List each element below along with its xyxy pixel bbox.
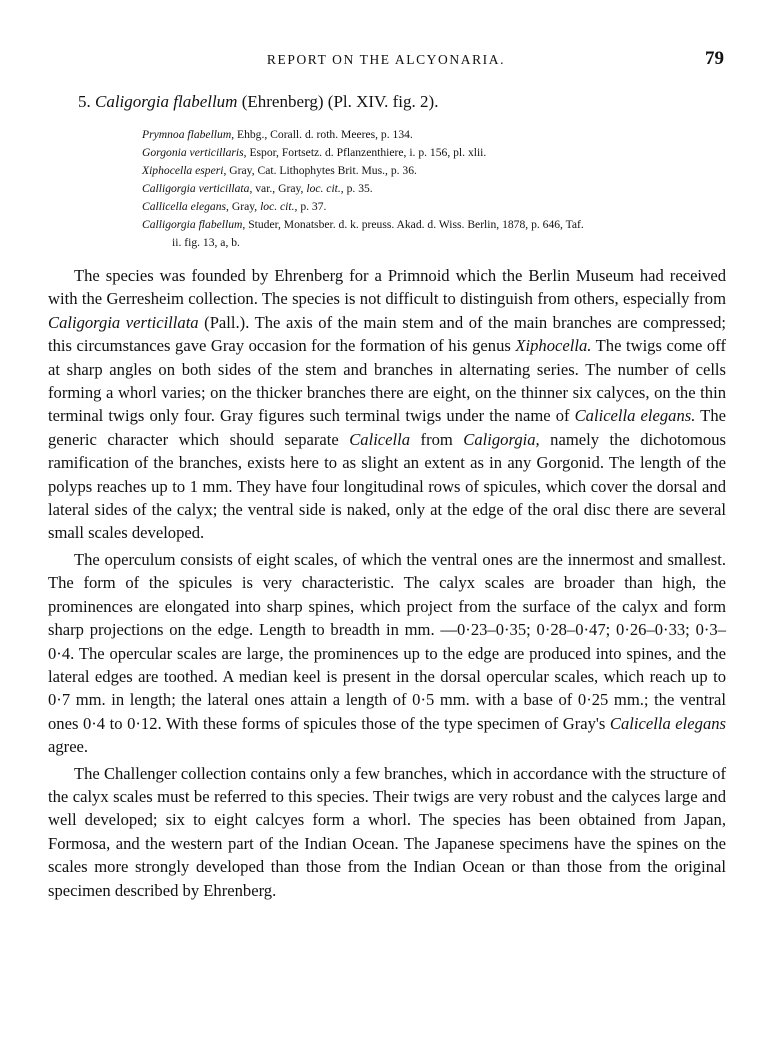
synonym-loc-cit: loc. cit. [306,182,341,195]
synonym-page: , p. 37. [294,200,327,213]
synonym-loc-cit: loc. cit. [260,200,295,213]
running-title: REPORT ON THE ALCYONARIA. [266,52,506,67]
species-heading [78,92,438,112]
synonym-entry [142,180,732,198]
synonym-reference: , Ehbg., Corall. d. roth. Meeres, p. 134. [231,128,413,141]
paragraph-1: The species was founded by Ehrenberg for a Primnoid which the Berlin Museum had received with the Gerresheim collection. The species is not difficult to distinguish from others, especially from Caligorgia verticillata (Pall.). The axis of the main stem and of the main branches are compressed; this circumstances gave Gray occasion for the formation of his genus Xiphocella. The twigs come off at sharp angles on both sides of the stem and branches in alternating series. The number of cells forming a whorl varies; on the thicker branches there are eight, on the thinner six calyces, on the thin terminal twigs only four. Gray figures such terminal twigs under the name of Calicella elegans. The generic character which should separate Calicella from Caligorgia, namely the dichotomous ramification of the branches, exists here to as slight an extent as in any Gorgonid. The length of the polyps reaches up to 1 mm. They have four longitudinal rows of spicules, which cover the dorsal and lateral sides of the calyx; the ventral side is naked, only at the edge of the oral disc there are several small scales developed. [48,266,726,543]
synonym-entry [142,144,732,162]
synonym-name: Calligorgia verticillata [142,182,250,195]
species-name: Caligorgia flabellum [95,92,238,111]
synonym-reference: , Gray, Cat. Lithophytes Brit. Mus., p. 36. [223,164,417,177]
body-text [48,264,726,905]
synonymy-list [142,126,732,252]
synonym-name: Callicella elegans [142,200,227,213]
synonym-name: Gorgonia verticillaris [142,146,244,159]
paragraph-3: The Challenger collection contains only a few branches, which in accordance with the structure of the calyx scales must be referred to this species. Their twigs are very robust and the calyces large and well developed; six to eight calcyes form a whorl. The species has been obtained from Japan, Formosa, and the western part of the Indian Ocean. The Japanese specimens have the spines on the scales more strongly developed than those from the Indian Ocean or than those from the original specimen described by Ehrenberg. [48,763,726,900]
page-number: 79 [705,48,724,69]
synonym-name: Calligorgia flabellum [142,218,243,231]
paragraph-2: The operculum consists of eight scales, of which the ventral ones are the innermost and smallest. The form of the spicules is very characteristic. The calyx scales are broader than high, the prominences are elongated into sharp spines, which project from the surface of the calyx and form sharp projections on the edge. Length to breadth in mm. —0·23–0·35; 0·28–0·47; 0·26–0·33; 0·3–0·4. The opercular scales are large, the prominences up to the edge are produced into spines, and the lateral edges are toothed. A median keel is present in the dorsal opercular scales, which reach up to 0·7 mm. in length; the lateral ones attain a length of 0·5 mm. with a base of 0·25 mm.; the ventral ones 0·4 to 0·12. With these forms of spicules those of the type specimen of Gray's Calicella elegans agree. [48,549,726,757]
page-header [48,48,724,72]
synonym-reference: , Gray, [226,200,261,213]
synonym-name: Xiphocella esperi [142,164,224,177]
synonym-continuation: ii. fig. 13, a, b. [172,236,240,249]
synonym-reference: , var., Gray, [249,182,307,195]
synonym-entry [142,216,732,234]
synonym-entry [142,198,732,216]
synonym-entry [142,162,732,180]
species-number: 5. [78,92,91,111]
synonym-name: Prymnoa flabellum [142,128,232,141]
synonym-reference: , Espor, Fortsetz. d. Pflanzenthiere, i. p. 156, pl. xlii. [243,146,487,159]
synonym-entry [142,126,732,144]
synonym-reference: , Studer, Monatsber. d. k. preuss. Akad. d. Wiss. Berlin, 1878, p. 646, Taf. [242,218,584,231]
species-authority: (Ehrenberg) (Pl. XIV. fig. 2). [241,92,439,111]
synonym-page: , p. 35. [340,182,373,195]
